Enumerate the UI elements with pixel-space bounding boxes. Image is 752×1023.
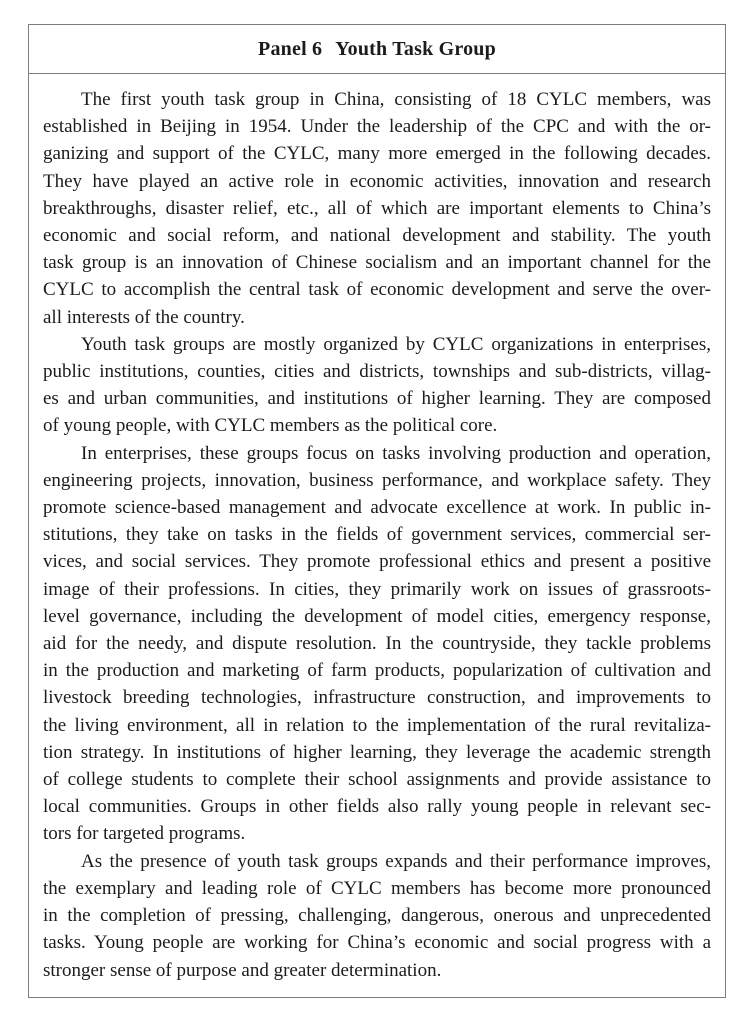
text-line: the exemplary and leading role of CYLC members has become more pronounced xyxy=(43,877,711,899)
text-line: of young people, with CYLC members as the political core. xyxy=(43,415,498,437)
text-line: ganizing and support of the CYLC, many more emerged in the following decades. xyxy=(43,143,711,165)
text-line: in the production and marketing of farm products, popularization of cultivation and xyxy=(43,660,711,682)
text-line: Youth task groups are mostly organized by CYLC organizations in enterprises, xyxy=(81,333,711,355)
panel-body xyxy=(29,74,725,984)
paragraph xyxy=(43,86,711,331)
text-line: tasks. Young people are working for China’s economic and social progress with a xyxy=(43,932,711,954)
text-line: in the completion of pressing, challenging, dangerous, onerous and unprecedented xyxy=(43,905,711,927)
text-line: image of their professions. In cities, they primarily work on issues of grassroots- xyxy=(43,578,711,600)
text-line: The first youth task group in China, consisting of 18 CYLC members, was xyxy=(81,89,711,110)
text-line: In enterprises, these groups focus on tasks involving production and operation, xyxy=(81,442,711,464)
text-line: established in Beijing in 1954. Under the leadership of the CPC and with the or- xyxy=(43,116,711,138)
panel-title xyxy=(29,25,725,74)
text-line: of college students to complete their school assignments and provide assistance to xyxy=(43,769,711,791)
text-line: stitutions, they take on tasks in the fields of government services, commercial ser- xyxy=(43,524,711,546)
text-line: es and urban communities, and institutions of higher learning. They are composed xyxy=(43,388,711,410)
text-line: public institutions, counties, cities and districts, townships and sub-districts, villag- xyxy=(43,361,711,383)
paragraph xyxy=(43,848,711,984)
text-line: level governance, including the development of model cities, emergency response, xyxy=(43,605,711,627)
text-line: the living environment, all in relation to the implementation of the rural revitaliza- xyxy=(43,714,711,736)
panel-title-text: Youth Task Group xyxy=(335,37,496,60)
text-line: tors for targeted programs. xyxy=(43,823,246,845)
text-line: tion strategy. In institutions of higher learning, they leverage the academic strength xyxy=(43,741,711,763)
text-line: economic and social reform, and national development and stability. The youth xyxy=(43,225,711,247)
text-line: local communities. Groups in other fields also rally young people in relevant sec- xyxy=(43,796,711,818)
text-line: breakthroughs, disaster relief, etc., all of which are important elements to China’s xyxy=(43,197,711,219)
text-line: promote science-based management and advocate excellence at work. In public in- xyxy=(43,497,711,519)
text-line: vices, and social services. They promote professional ethics and present a positive xyxy=(43,551,711,573)
text-line: aid for the needy, and dispute resolution. In the countryside, they tackle problems xyxy=(43,633,711,655)
panel-title-label: Panel 6 xyxy=(258,37,323,60)
text-line: stronger sense of purpose and greater determination. xyxy=(43,959,442,981)
text-line: all interests of the country. xyxy=(43,306,245,328)
paragraph xyxy=(43,440,711,848)
text-line: livestock breeding technologies, infrastructure construction, and improvements to xyxy=(43,687,711,709)
paragraph xyxy=(43,331,711,440)
text-line: They have played an active role in economic activities, innovation and research xyxy=(43,170,711,192)
panel-box xyxy=(28,24,726,998)
text-line: engineering projects, innovation, business performance, and workplace safety. They xyxy=(43,469,711,491)
text-line: task group is an innovation of Chinese socialism and an important channel for the xyxy=(43,252,711,274)
text-line: As the presence of youth task groups expands and their performance improves, xyxy=(81,850,711,872)
text-line: CYLC to accomplish the central task of economic development and serve the over- xyxy=(43,279,711,301)
